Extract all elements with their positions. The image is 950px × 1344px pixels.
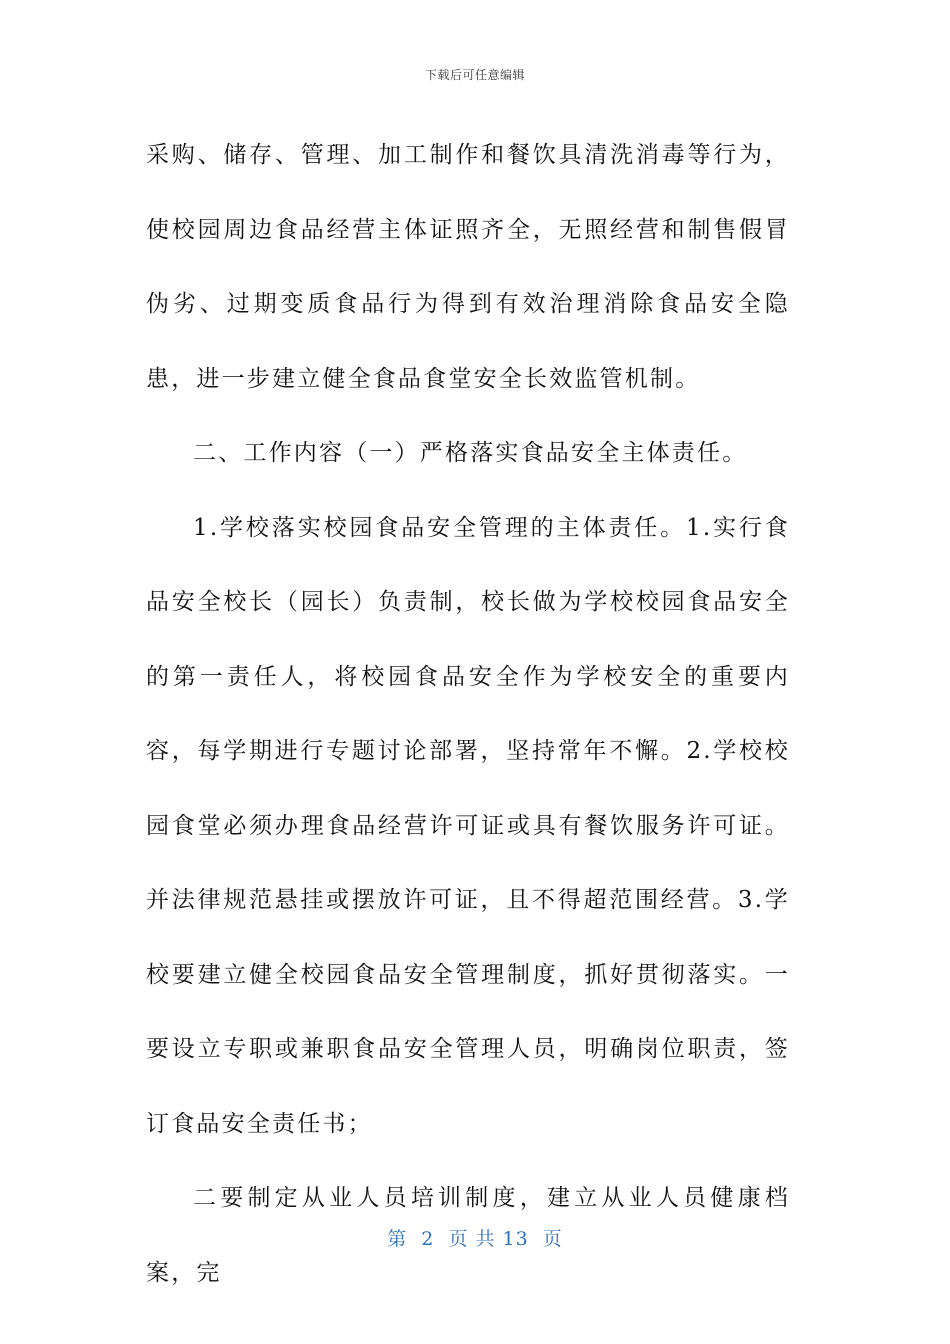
page-header: 下载后可任意编辑 bbox=[424, 68, 525, 82]
section-heading: 二、工作内容（一）严格落实食品安全主体责任。 bbox=[193, 440, 748, 466]
page-number-footer: 第 2 页 共 13 页 bbox=[387, 1228, 563, 1250]
paragraph-continuation: 采购、储存、管理、加工制作和餐饮具清洗消毒等行为，使校园周边食品经营主体证照齐全，无照经营和制售假冒伪劣、过期变质食品行为得到有效治理消除食品安全隐患，进一步建立健全食品食堂安全长效监管机制。 bbox=[146, 142, 790, 392]
paragraph-main: 1.学校落实校园食品安全管理的主体责任。1.实行食品安全校长（园长）负责制，校长做为学校校园食品安全的第一责任人，将校园食品安全作为学校安全的重要内容，每学期进行专题讨论部署，坚持常年不懈。2.学校校园食堂必须办理食品经营许可证或具有餐饮服务许可证。并法律规范悬挂或摆放许可证，且不得超范围经营。3.学校要建立健全校园食品安全管理制度，抓好贯彻落实。一要设立专职或兼职食品安全管理人员，明确岗位职责，签订食品安全责任书； bbox=[146, 514, 790, 1137]
document-body bbox=[146, 118, 790, 1310]
paragraph-last: 二要制定从业人员培训制度，建立从业人员健康档案，完 bbox=[146, 1185, 790, 1286]
